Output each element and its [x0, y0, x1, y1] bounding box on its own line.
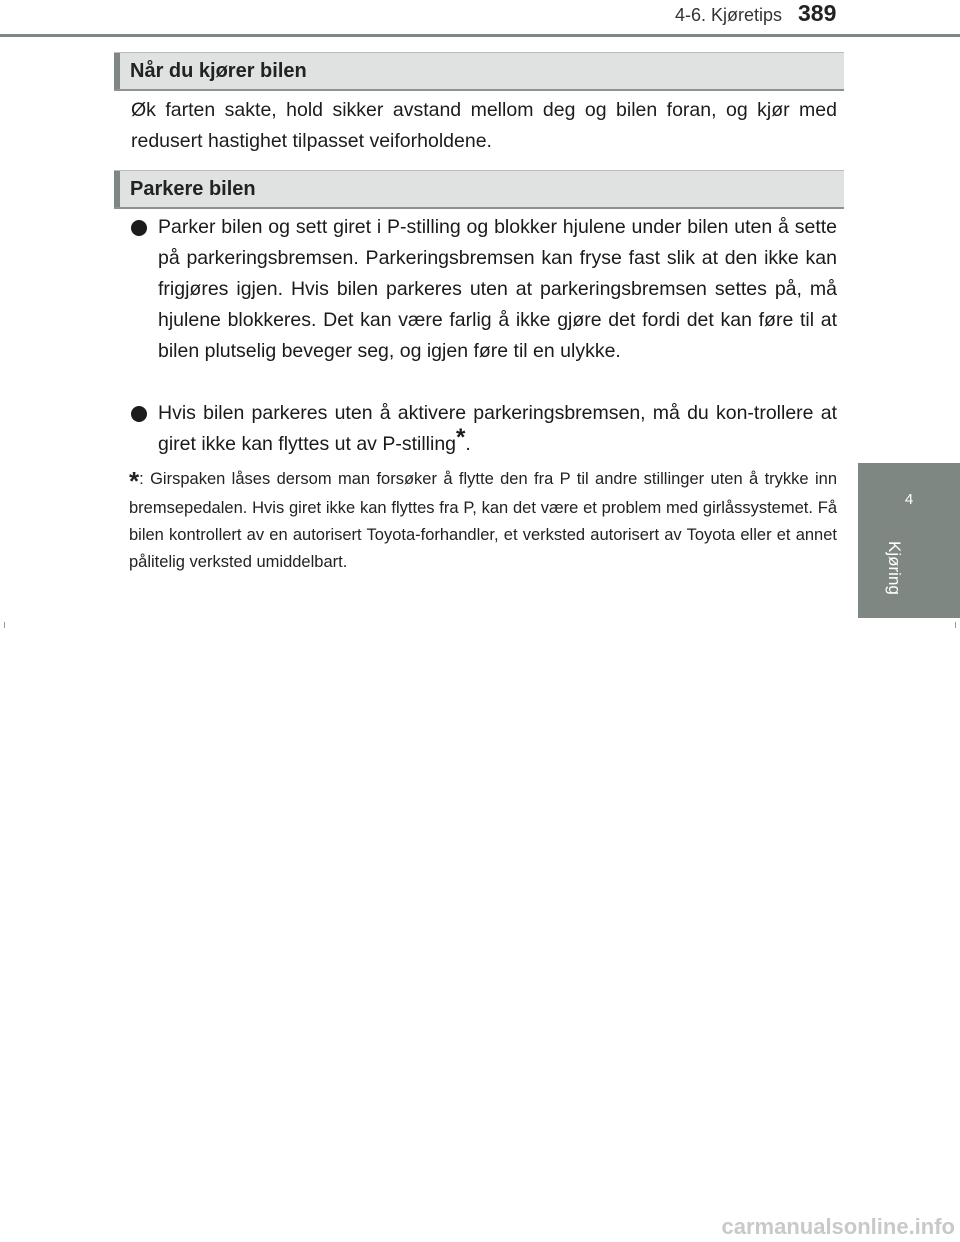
section-heading-parking	[114, 170, 844, 209]
page-number: 389	[798, 0, 837, 26]
footnote	[129, 466, 837, 576]
list-item-text-main: Hvis bilen parkeres uten å aktivere parkeringsbremsen, må du kon-trollere at giret ikke kan flyttes ut av P-stilling	[158, 402, 837, 455]
section-heading-text: Parkere bilen	[130, 178, 256, 200]
section-heading-driving	[114, 52, 844, 91]
section-heading-text: Når du kjører bilen	[130, 60, 307, 82]
list-item-text: Parker bilen og sett giret i P-stilling og blokker hjulene under bilen uten å sette på parkeringsbremsen. Parkeringsbremsen kan fryse fast slik at den ikke kan frigjøres igjen. Hvis bilen parkeres uten at parkeringsbremsen settes på, må hjulene blokkeres. Det kan være farlig å ikke gjøre det fordi det kan føre til at bilen plutselig beveger seg, og igjen føre til en ulykke.	[158, 216, 837, 362]
crop-mark	[955, 622, 956, 628]
chapter-number: 4	[904, 491, 914, 508]
watermark: carmanualsonline.info	[721, 1214, 955, 1239]
list-item	[131, 398, 837, 460]
list-item-text	[158, 398, 837, 460]
footnote-marker: *	[129, 466, 140, 496]
header-divider	[0, 34, 960, 37]
footnote-text: : Girspaken låses dersom man forsøker å flytte den fra P til andre stillinger uten å trykke inn bremsepedalen. Hvis giret ikke kan flyttes fra P, kan det være et problem med girlåssystemet. Få bilen kontrollert av en autorisert Toyota-forhandler, et verksted autorisert av Toyota eller et annet pålitelig verksted umiddelbart.	[129, 470, 837, 571]
list-item	[131, 212, 837, 367]
driving-paragraph: Øk farten sakte, hold sikker avstand mellom deg og bilen foran, og kjør med redusert hastighet tilpasset veiforholdene.	[131, 99, 837, 152]
bullet-icon	[131, 220, 147, 236]
header-section-title: 4-6. Kjøretips	[674, 5, 782, 25]
chapter-side-tab	[858, 463, 960, 618]
footnote-reference: *	[456, 424, 466, 451]
chapter-label: Kjøring	[885, 541, 904, 595]
list-item-suffix: .	[465, 433, 471, 455]
bullet-icon	[131, 406, 147, 422]
crop-mark	[4, 622, 5, 628]
